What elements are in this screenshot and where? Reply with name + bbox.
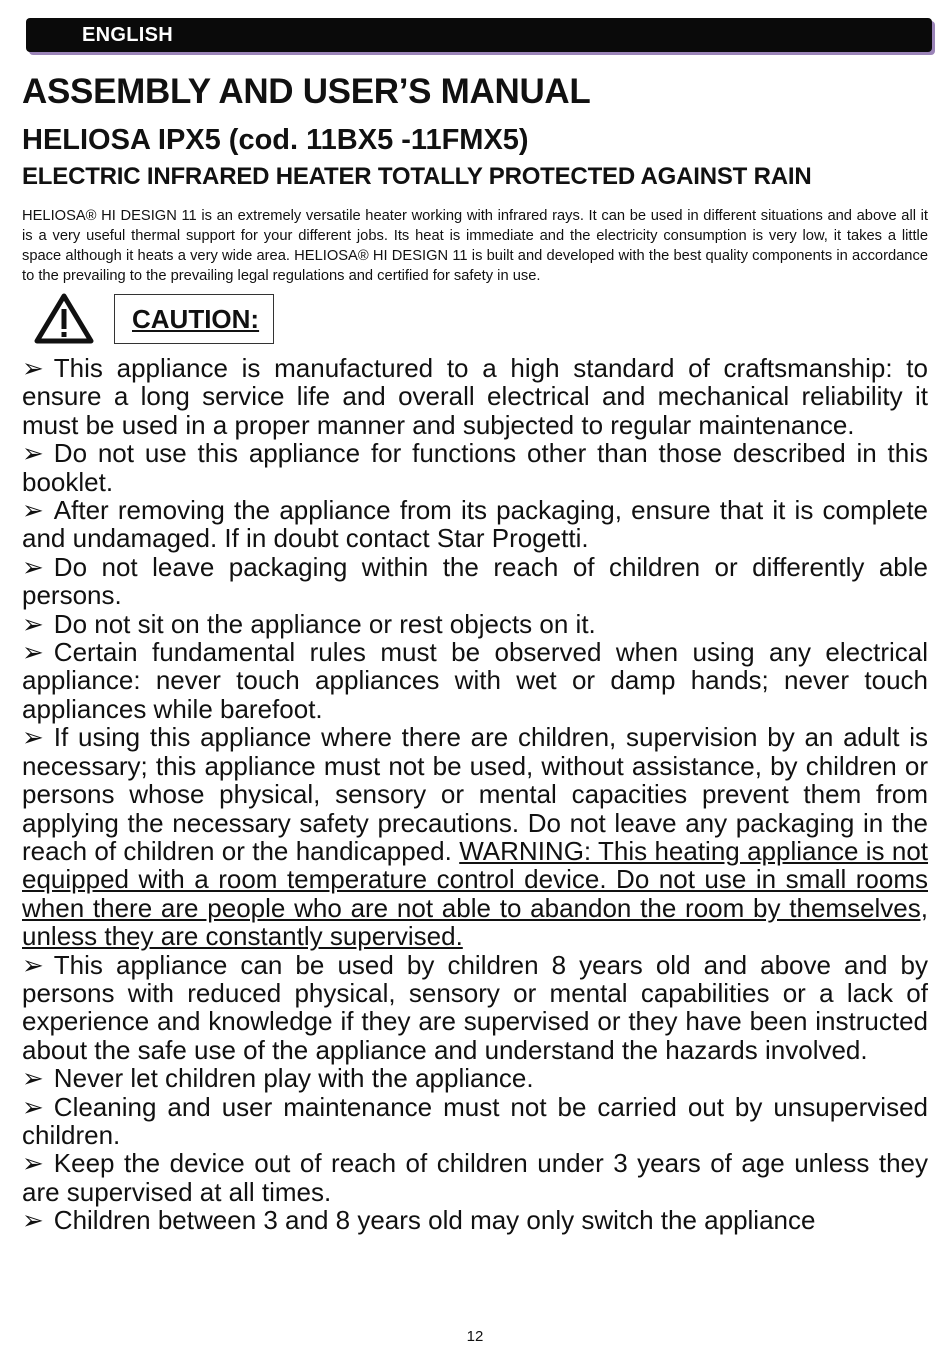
list-item-text: Do not sit on the appliance or rest objects on it.: [53, 608, 596, 639]
bullet-arrow-icon: ➢: [22, 551, 44, 582]
bullet-arrow-icon: ➢: [22, 722, 44, 753]
list-item: [22, 354, 928, 439]
caution-box: [114, 294, 274, 344]
list-item: [22, 553, 928, 610]
bullet-arrow-icon: ➢: [22, 1148, 44, 1179]
list-item-text: Never let children play with the appliance.: [53, 1063, 534, 1094]
list-item-text: Children between 3 and 8 years old may only switch the appliance: [53, 1205, 816, 1236]
list-item: [22, 723, 928, 950]
caution-label: CAUTION:: [132, 304, 260, 334]
list-item: [22, 610, 928, 638]
bullet-arrow-icon: ➢: [22, 438, 44, 469]
list-item-text: After removing the appliance from its packaging, ensure that it is complete and undamaged. If in doubt contact Star Progetti.: [22, 495, 928, 554]
safety-list: [22, 354, 928, 1235]
model-code: HELIOSA IPX5 (cod. 11BX5 -11FMX5): [22, 124, 529, 156]
bullet-arrow-icon: ➢: [22, 637, 44, 668]
list-item-text: This appliance can be used by children 8 years old and above and by persons with reduced physical, sensory or mental capabilities or a lack of experience and knowledge if they are supervised or they have been instructed about the safe use of the appliance and understand the hazards involved.: [22, 949, 928, 1065]
intro-paragraph: HELIOSA® HI DESIGN 11 is an extremely versatile heater working with infrared rays. It can be used in different situations and above all it is a very useful thermal support for your different jobs. Its heat is immediate and the electricity consumption is very low, it takes a little space although it heats a very wide area. HELIOSA® HI DESIGN 11 is built and developed with the best quality components in accordance to the prevailing to the prevailing legal regulations and certified for safety in use.: [22, 208, 928, 284]
list-item-text: Certain fundamental rules must be observed when using any electrical appliance: never touch appliances with wet or damp hands; never touch appliances while barefoot.: [22, 637, 928, 724]
bullet-arrow-icon: ➢: [22, 353, 44, 383]
list-item: [22, 439, 928, 496]
list-item: [22, 496, 928, 553]
list-item: [22, 951, 928, 1065]
bullet-arrow-icon: ➢: [22, 608, 44, 639]
list-item-text: Do not use this appliance for functions other than those described in this booklet.: [22, 438, 928, 497]
list-item: [22, 1093, 928, 1150]
bullet-arrow-icon: ➢: [22, 1205, 44, 1236]
list-item: [22, 1064, 928, 1092]
list-item-text: Keep the device out of reach of children under 3 years of age unless they are supervised at all times.: [22, 1148, 928, 1207]
list-item-text: This appliance is manufactured to a high standard of craftsmanship: to ensure a long service life and overall electrical and mechanical reliability it must be used in a proper manner and subjected to regular maintenance.: [22, 353, 928, 440]
list-item-text: If using this appliance where there are children, supervision by an adult is necessary; this appliance must not be used, without assistance, by children or persons whose physical, sensory or mental capacities prevent them from applying the necessary safety precautions. Do not leave any packaging in the reach of children or the handicapped.: [22, 722, 928, 866]
list-item-text: Do not leave packaging within the reach of children or differently able persons.: [22, 551, 928, 611]
product-subtitle: ELECTRIC INFRARED HEATER TOTALLY PROTECTED AGAINST RAIN: [22, 163, 812, 190]
bullet-arrow-icon: ➢: [22, 1063, 44, 1094]
page-title: ASSEMBLY AND USER’S MANUAL: [22, 72, 591, 111]
page-number: 12: [466, 1328, 484, 1345]
warning-triangle-icon: [34, 292, 94, 344]
bullet-arrow-icon: ➢: [22, 949, 44, 980]
list-item: [22, 638, 928, 723]
list-item-text: Cleaning and user maintenance must not be carried out by unsupervised children.: [22, 1091, 928, 1150]
list-item: [22, 1149, 928, 1206]
bullet-arrow-icon: ➢: [22, 495, 44, 526]
bullet-arrow-icon: ➢: [22, 1091, 44, 1122]
language-bar: [26, 18, 932, 52]
language-label: ENGLISH: [82, 24, 173, 46]
list-item: [22, 1206, 928, 1234]
warning-text: WARNING: This heating appliance is not equipped with a room temperature control device. Do not use in small rooms when there are people who are not able to abandon the room by themselves, unless they are constantly supervised.: [22, 835, 929, 952]
